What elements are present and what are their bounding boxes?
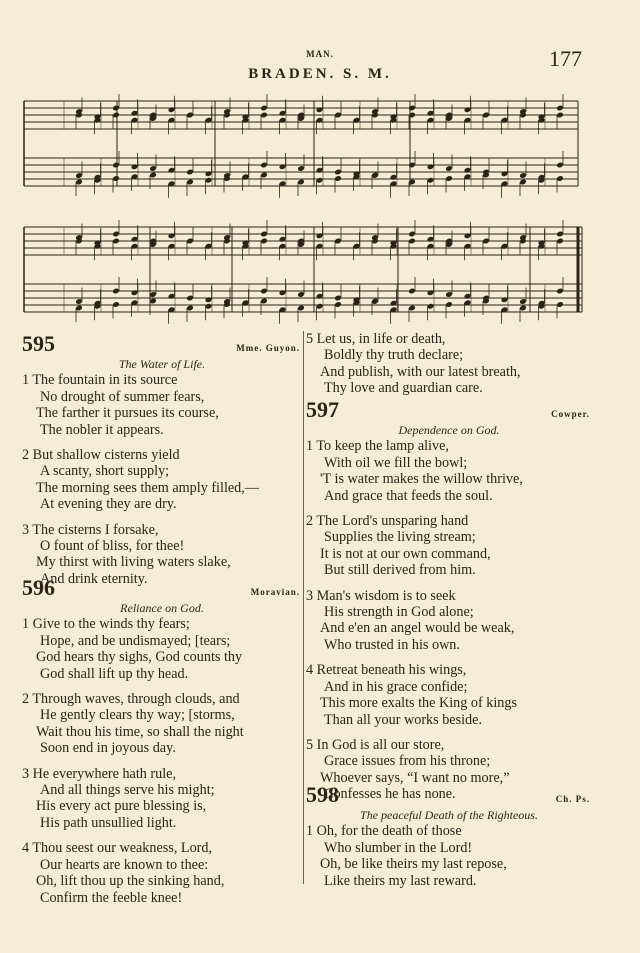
verse-line: 2 Through waves, through clouds, and — [22, 691, 240, 708]
verse-line: 4 Thou seest our weakness, Lord, — [22, 840, 213, 857]
hymn-number: 596 — [22, 575, 55, 600]
hymn-author: Moravian. — [250, 587, 300, 597]
verse-line: And drink eternity. — [40, 570, 148, 587]
hymn-title: The Water of Life. — [118, 357, 206, 371]
verse-line: Thy love and guardian care. — [324, 380, 483, 397]
verse-line: Soon end in joyous day. — [40, 740, 176, 757]
verse-line: No drought of summer fears, — [40, 388, 205, 405]
verse-line: 2 But shallow cisterns yield — [22, 447, 180, 464]
verse-line: Hope, and be undismayed; [tears; — [40, 632, 231, 649]
verse-line: 1 Oh, for the death of those — [306, 823, 462, 840]
hymn-title: The peaceful Death of the Righteous. — [360, 808, 538, 822]
verse-line: His strength in God alone; — [324, 604, 474, 621]
verse-line: The nobler it appears. — [40, 421, 164, 438]
tune-title: BRADEN. S. M. — [248, 66, 392, 82]
verses — [306, 823, 592, 889]
verse-line: God hears thy sighs, God counts thy — [36, 649, 243, 666]
verse-line: And publish, with our latest breath, — [320, 363, 521, 380]
verse-line: 4 Retreat beneath his wings, — [306, 662, 467, 679]
verse-line: Who trusted in his own. — [324, 636, 460, 653]
music-score — [0, 0, 640, 330]
verse-line: Oh, lift thou up the sinking hand, — [36, 873, 225, 890]
verse-line: It is not at our own command, — [320, 545, 491, 562]
verse-line: Confesses he has none. — [324, 786, 456, 803]
verse-line: 1 The fountain in its source — [22, 372, 178, 389]
verse-line: O fount of bliss, for thee! — [40, 538, 185, 555]
verse-line: God shall lift up thy head. — [40, 665, 189, 682]
hymn-title: Dependence on God. — [398, 423, 500, 437]
verse-line: 'T is water makes the willow thrive, — [320, 471, 523, 488]
column-divider — [303, 331, 304, 884]
hymn-595-continued — [306, 331, 592, 397]
hymn-597 — [306, 398, 592, 803]
verse-line: Wait thou his time, so shall the night — [36, 723, 244, 740]
verse-line: 3 Man's wisdom is to seek — [306, 587, 456, 604]
verse-line: 5 Let us, in life or death, — [306, 331, 446, 347]
verse-line: 3 He everywhere hath rule, — [22, 765, 177, 782]
verse-line: This more exalts the King of kings — [320, 695, 518, 712]
verse-line: Whoever says, “I want no more,” — [320, 769, 510, 786]
verse-line: Who slumber in the Lord! — [324, 839, 473, 856]
verses — [306, 331, 592, 397]
verse-line: Than all your works beside. — [324, 711, 482, 728]
hymn-598 — [306, 783, 592, 889]
verse-line: His path unsullied light. — [40, 814, 177, 831]
running-head: MAN. — [306, 49, 334, 59]
verse-line: Oh, be like theirs my last repose, — [320, 856, 507, 873]
verses — [306, 438, 592, 802]
verses — [22, 616, 302, 906]
verse-line: 3 The cisterns I forsake, — [22, 521, 159, 538]
hymn-number: 595 — [22, 331, 55, 356]
verse-line: And e'en an angel would be weak, — [320, 620, 515, 637]
verse-line: At evening they are dry. — [40, 496, 177, 513]
verse-line: Boldly thy truth declare; — [324, 347, 464, 364]
verse-line: And in his grace confide; — [324, 678, 468, 695]
hymn-596 — [22, 576, 302, 906]
verse-line: With oil we fill the bowl; — [324, 454, 468, 471]
verse-line: A scanty, short supply; — [40, 463, 170, 480]
verse-line: Grace issues from his throne; — [324, 753, 491, 770]
verse-line: 5 In God is all our store, — [306, 736, 445, 753]
hymn-number: 597 — [306, 397, 339, 422]
verse-line: 1 To keep the lamp alive, — [306, 438, 449, 455]
verse-line: The farther it pursues its course, — [36, 405, 219, 422]
verse-line: My thirst with living waters slake, — [36, 554, 231, 571]
verses — [22, 372, 302, 587]
verse-line: His every act pure blessing is, — [36, 798, 207, 815]
hymn-author: Cowper. — [551, 409, 590, 419]
verse-line: But still derived from him. — [324, 562, 476, 579]
verse-line: Confirm the feeble knee! — [40, 889, 183, 906]
verse-line: 2 The Lord's unsparing hand — [306, 513, 469, 530]
page-number: 177 — [549, 46, 582, 71]
verse-line: And all things serve his might; — [40, 782, 215, 799]
verse-line: And grace that feeds the soul. — [324, 487, 493, 504]
hymn-author: Ch. Ps. — [555, 794, 590, 804]
verse-line: Like theirs my last reward. — [324, 872, 477, 889]
verse-line: The morning sees them amply filled,— — [36, 479, 260, 496]
verse-line: Supplies the living stream; — [324, 529, 476, 546]
hymn-author: Mme. Guyon. — [236, 343, 300, 353]
hymn-title: Reliance on God. — [120, 601, 204, 615]
verse-line: He gently clears thy way; [storms, — [40, 707, 235, 724]
hymn-number: 598 — [306, 782, 339, 807]
hymn-595 — [22, 332, 302, 587]
verse-line: Our hearts are known to thee: — [40, 856, 209, 873]
verse-line: 1 Give to the winds thy fears; — [22, 616, 190, 633]
